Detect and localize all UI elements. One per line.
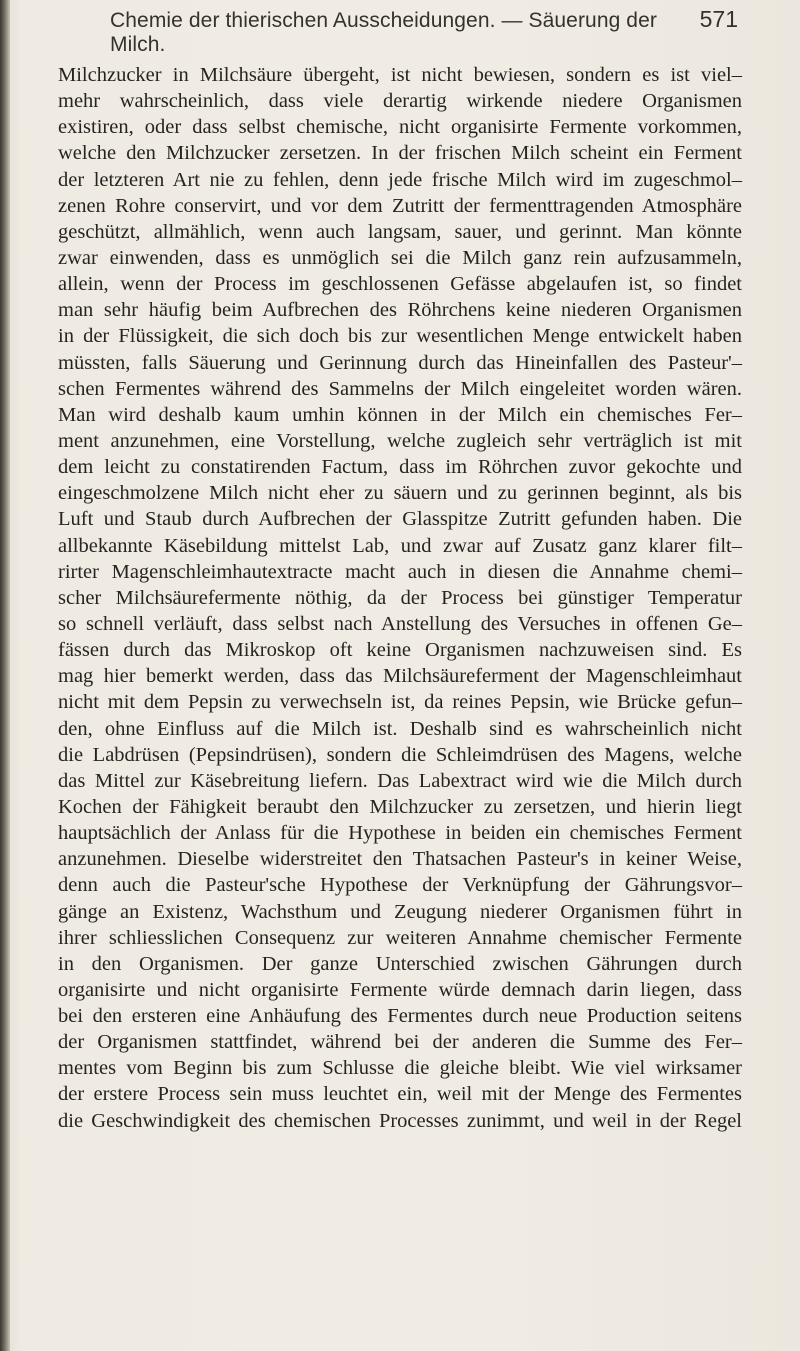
text-line: rirter Magenschleimhautextracte macht auch in diesen die Annahme chemi– (58, 560, 742, 583)
text-line: existiren, oder dass selbst chemische, nicht organisirte Fermente vorkommen, (58, 116, 742, 139)
text-line: ihrer schliesslichen Consequenz zur weiteren Annahme chemischer Fermente (58, 926, 742, 949)
text-line: Luft und Staub durch Aufbrechen der Glasspitze Zutritt gefunden haben. Die (58, 508, 742, 531)
text-line: gänge an Existenz, Wachsthum und Zeugung niederer Organismen führt in (58, 900, 742, 923)
text-line: den, ohne Einfluss auf die Milch ist. Deshalb sind es wahrscheinlich nicht (58, 717, 742, 740)
text-line: denn auch die Pasteur'sche Hypothese der Verknüpfung der Gährungsvor– (58, 874, 742, 897)
running-title: Chemie der thierischen Ausscheidungen. — Säuerung der Milch. (110, 9, 657, 56)
text-line: zwar einwenden, dass es unmöglich sei die Milch ganz rein aufzusammeln, (58, 246, 742, 269)
page-binding-edge (0, 0, 10, 1351)
text-line: scher Milchsäurefermente nöthig, da der Process bei günstiger Temperatur (58, 586, 742, 609)
text-line: der Organismen stattfindet, während bei der anderen die Summe des Fer– (58, 1031, 742, 1054)
text-line: so schnell verläuft, dass selbst nach Anstellung des Versuches in offenen Ge– (58, 612, 742, 635)
text-line: bei den ersteren eine Anhäufung des Fermentes durch neue Production seitens (58, 1005, 742, 1028)
text-line: mag hier bemerkt werden, dass das Milchsäureferment der Magenschleimhaut (58, 665, 742, 688)
text-line: organisirte und nicht organisirte Fermente würde demnach darin liegen, dass (58, 978, 742, 1001)
body-text (58, 62, 742, 1134)
page-number: 571 (699, 6, 738, 32)
text-line: Kochen der Fähigkeit beraubt den Milchzucker zu zersetzen, und hierin liegt (58, 795, 742, 818)
text-line: mehr wahrscheinlich, dass viele derartig wirkende niedere Organismen (58, 90, 742, 113)
text-line: eingeschmolzene Milch nicht eher zu säuern und zu gerinnen beginnt, als bis (58, 482, 742, 505)
text-line: zenen Rohre conservirt, und vor dem Zutritt der fermenttragenden Atmosphäre (58, 194, 742, 217)
text-line: die Geschwindigkeit des chemischen Processes zunimmt, und weil in der Regel (58, 1109, 742, 1132)
text-line: nicht mit dem Pepsin zu verwechseln ist, da reines Pepsin, wie Brücke gefun– (58, 691, 742, 714)
text-line: fässen durch das Mikroskop oft keine Organismen nachzuweisen sind. Es (58, 639, 742, 662)
text-line: in der Flüssigkeit, die sich doch bis zur wesentlichen Menge entwickelt haben (58, 325, 742, 348)
text-line: mentes vom Beginn bis zum Schlusse die gleiche bleibt. Wie viel wirksamer (58, 1057, 742, 1080)
text-line: ment anzunehmen, eine Vorstellung, welche zugleich sehr verträglich ist mit (58, 429, 742, 452)
text-line: das Mittel zur Käsebreitung liefern. Das Labextract wird wie die Milch durch (58, 769, 742, 792)
text-line: der erstere Process sein muss leuchtet ein, weil mit der Menge des Fermentes (58, 1083, 742, 1106)
text-line: geschützt, allmählich, wenn auch langsam, sauer, und gerinnt. Man könnte (58, 220, 742, 243)
text-line: Milchzucker in Milchsäure übergeht, ist nicht bewiesen, sondern es ist viel– (58, 64, 742, 86)
text-line: dem leicht zu constatirenden Factum, dass im Röhrchen zuvor gekochte und (58, 456, 742, 479)
text-line: welche den Milchzucker zersetzen. In der frischen Milch scheint ein Ferment (58, 142, 742, 165)
running-header (60, 6, 750, 56)
text-line: allein, wenn der Process im geschlossenen Gefässe abgelaufen ist, so findet (58, 273, 742, 296)
text-line: allbekannte Käsebildung mittelst Lab, und zwar auf Zusatz ganz klarer filt– (58, 534, 742, 557)
text-line: in den Organismen. Der ganze Unterschied zwischen Gährungen durch (58, 952, 742, 975)
text-line: die Labdrüsen (Pepsindrüsen), sondern die Schleimdrüsen des Magens, welche (58, 743, 742, 766)
text-line: man sehr häufig beim Aufbrechen des Röhrchens keine niederen Organismen (58, 299, 742, 322)
text-line: anzunehmen. Dieselbe widerstreitet den Thatsachen Pasteur's in keiner Weise, (58, 848, 742, 871)
text-line: müssten, falls Säuerung und Gerinnung durch das Hineinfallen des Pasteur'– (58, 351, 742, 374)
text-line: der letzteren Art nie zu fehlen, denn jede frische Milch wird im zugeschmol– (58, 168, 742, 191)
text-line: schen Fermentes während des Sammelns der Milch eingeleitet worden wären. (58, 377, 742, 400)
text-line: hauptsächlich der Anlass für die Hypothese in beiden ein chemisches Ferment (58, 822, 742, 845)
text-line: Man wird deshalb kaum umhin können in der Milch ein chemisches Fer– (58, 403, 742, 426)
